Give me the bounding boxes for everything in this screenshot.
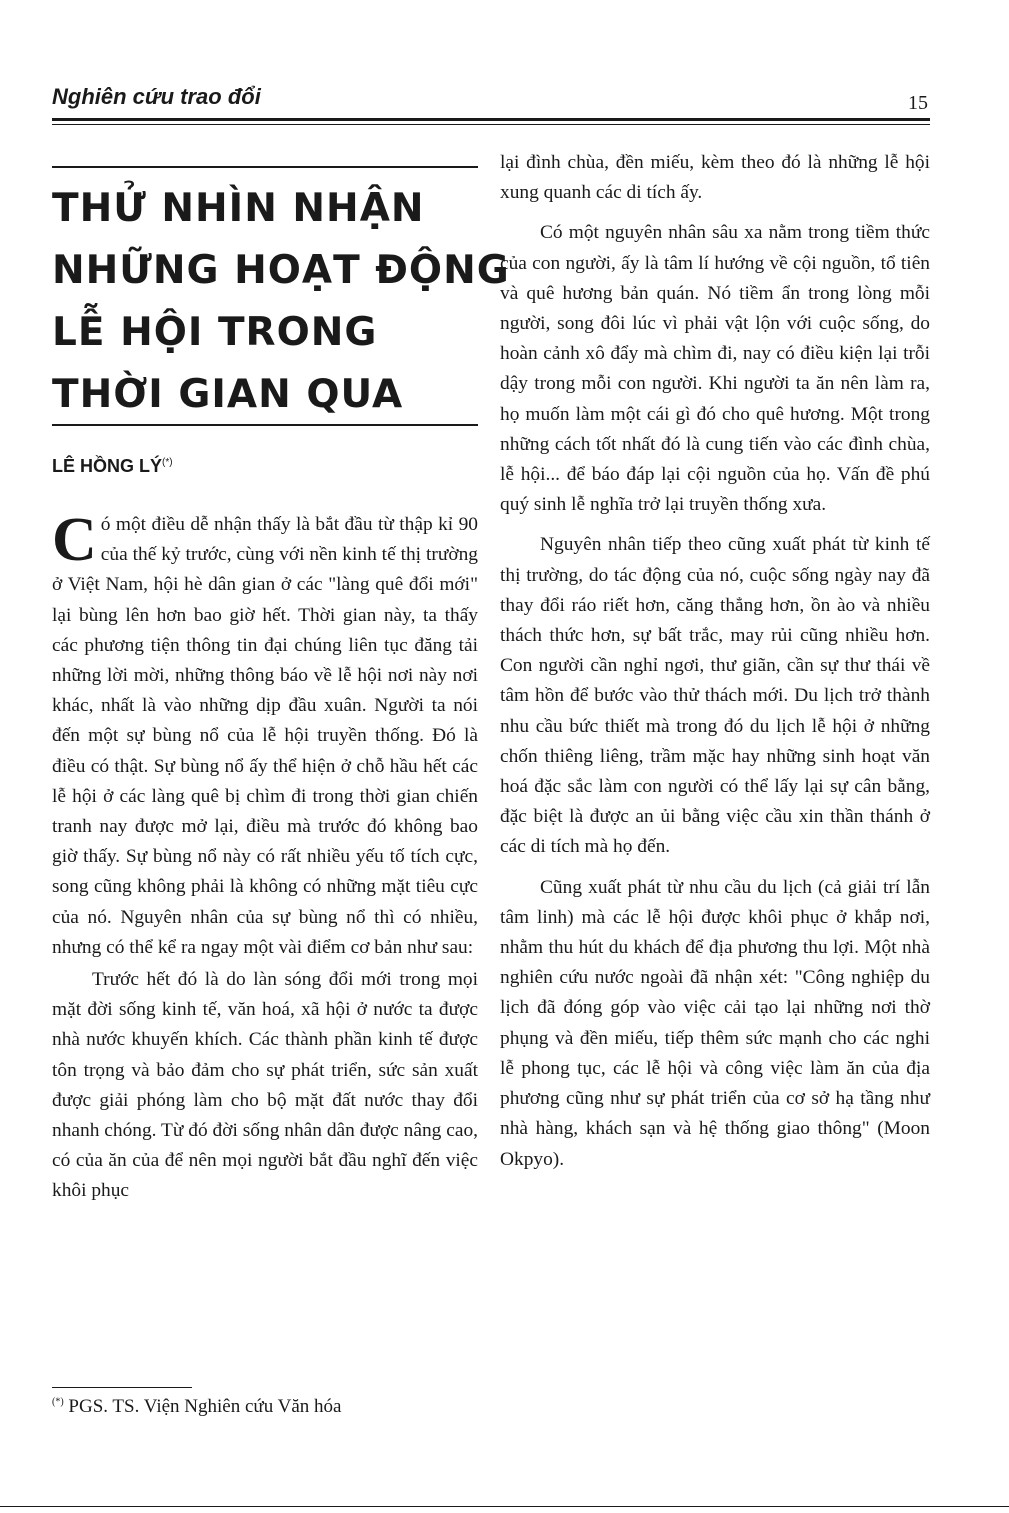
paragraph	[52, 506, 478, 963]
footnote-text: PGS. TS. Viện Nghiên cứu Văn hóa	[63, 1396, 342, 1417]
paragraph: Trước hết đó là do làn sóng đổi mới trong mọi mặt đời sống kinh tế, văn hoá, xã hội ở nước ta được nhà nước khuyến khích. Các thành phần kinh tế được tôn trọng và bảo đảm cho sự phát triển, sức sản xuất được giải phóng làm cho bộ mặt đất nước thay đổi nhanh chóng. Từ đó đời sống nhân dân được nâng cao, có của ăn của để nên mọi người bắt đầu nghĩ đến việc khôi phục	[52, 969, 478, 1202]
header-rule-thin	[52, 124, 930, 125]
author-name: LÊ HỒNG LÝ	[52, 456, 163, 476]
right-column	[500, 148, 930, 1175]
title-rule-top	[52, 166, 478, 168]
section-label: Nghiên cứu trao đổi	[52, 84, 261, 109]
page-number: 15	[908, 92, 928, 114]
title-rule-bottom	[52, 424, 478, 426]
author-footnote-mark: (*)	[162, 457, 173, 468]
paragraph: Cũng xuất phát từ nhu cầu du lịch (cả giải trí lẫn tâm linh) mà các lễ hội được khôi phục ở khắp nơi, nhằm thu hút du khách để địa phương thu lợi. Một nhà nghiên cứu nước ngoài đã nhận xét: "Công nghiệp du lịch đã đóng góp vào việc cải tạo lại những nơi thờ phụng và đền miếu, tiếp thêm sức mạnh cho các nghi lễ phong tục, các lễ hội và công việc làm ăn của địa phương cũng như sự phát triển của cơ sở hạ tầng như nhà hàng, khách sạn và hệ thống giao thông" (Moon Okpyo).	[500, 876, 930, 1170]
page-bottom-rule	[0, 1506, 1009, 1507]
paragraph: Có một nguyên nhân sâu xa nằm trong tiềm thức của con người, ấy là tâm lí hướng về cội nguồn, tổ tiên và quê hương bản quán. Nó tiềm ẩn trong lòng mỗi người, song đôi lúc vì phải vật lộn với cuộc sống, do hoàn cảnh xô đẩy mà chìm đi, nay có điều kiện lại trỗi dậy trong mỗi con người. Khi người ta ăn nên làm ra, họ muốn làm một cái gì đó cho quê hương. Một trong những cách tốt nhất đó là cung tiến vào các đình chùa, lễ hội... để báo đáp lại cội nguồn của họ. Vấn đề phú quý sinh lễ nghĩa trở lại truyền thống xưa.	[500, 222, 930, 516]
paragraph: lại đình chùa, đền miếu, kèm theo đó là những lễ hội xung quanh các di tích ấy.	[500, 152, 930, 204]
header-rule-thick	[52, 118, 930, 121]
paragraph-text: ó một điều dễ nhận thấy là bắt đầu từ thập kỉ 90 của thế kỷ trước, cùng với nền kinh tế thị trường ở Việt Nam, hội hè dân gian ở các "làng quê đổi mới" lại bùng lên hơn bao giờ hết. Thời gian này, ta thấy các phương tiện thông tin đại chúng liên tục đăng tải những lời mời, những thông báo về lễ hội nơi này nơi khác, nhất là vào những dịp đầu xuân. Người ta nói đến một sự bùng nổ của lễ hội truyền thống. Đó là điều có thật. Sự bùng nổ ấy thể hiện ở chỗ hầu hết các lễ hội ở các làng quê bị chìm đi trong thời gian chiến tranh nay được mở lại, điều mà trước đó không bao giờ thấy. Sự bùng nổ này có rất nhiều yếu tố tích cực, song cũng không phải là không có những mặt tiêu cực của nó. Nguyên nhân của sự bùng nổ thì có nhiều, nhưng có thể kể ra ngay một vài điểm cơ bản như sau:	[52, 514, 478, 958]
left-body	[52, 506, 478, 1207]
title-line: NHỮNG HOẠT ĐỘNG	[52, 248, 510, 293]
article-title	[52, 178, 510, 426]
footnote	[52, 1396, 341, 1418]
title-line: THỬ NHÌN NHẬN	[52, 186, 425, 231]
title-line: LỄ HỘI TRONG	[52, 310, 378, 355]
drop-cap: C	[52, 506, 97, 574]
footnote-rule	[52, 1387, 192, 1388]
author-byline	[52, 456, 173, 477]
footnote-mark: (*)	[52, 1396, 64, 1408]
title-line: THỜI GIAN QUA	[52, 372, 404, 417]
paragraph: Nguyên nhân tiếp theo cũng xuất phát từ kinh tế thị trường, do tác động của nó, cuộc sống ngày nay đã thay đổi ráo riết hơn, căng thẳng hơn, ồn ào và nhiều thách thức hơn, sự bất trắc, may rủi cũng nhiều hơn. Con người cần nghỉ ngơi, thư giãn, cần sự thư thái về tâm hồn để bước vào thử thách mới. Du lịch trở thành nhu cầu bức thiết mà trong đó du lịch lễ hội ở những chốn thiêng liêng, trầm mặc hay những sinh hoạt văn hoá đặc sắc làm con người có thể lấy lại sự cân bằng, đặc biệt là được an ủi bằng việc cầu xin thần thánh ở các di tích mà họ đến.	[500, 534, 930, 858]
